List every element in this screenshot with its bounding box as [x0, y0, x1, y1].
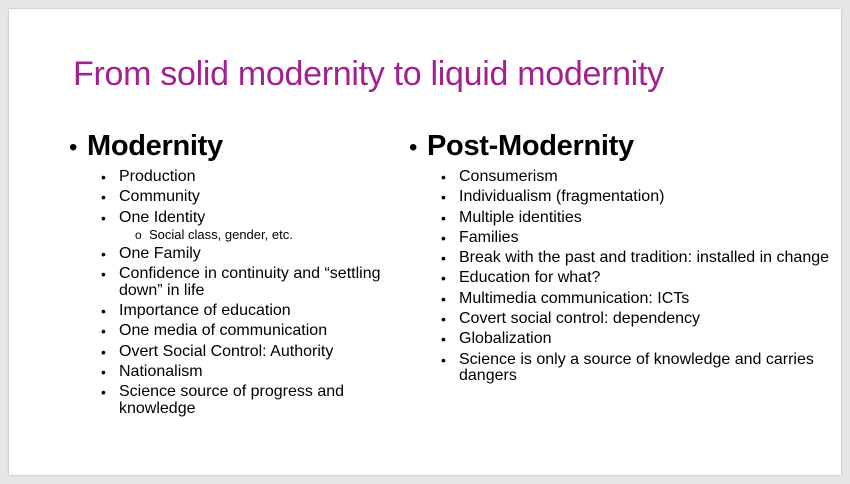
list-item [441, 210, 829, 227]
list-item [101, 384, 409, 417]
bullet-icon: • [101, 189, 106, 206]
list-item [101, 364, 409, 381]
list-item-label: Science is only a source of knowledge and carries dangers [459, 350, 814, 385]
list-item-label: One media of communication [119, 322, 328, 340]
list-item [441, 189, 829, 206]
list-item [441, 291, 829, 308]
list-item-label: One Family [119, 244, 201, 262]
sub-list-item-label: Social class, gender, etc. [149, 227, 293, 243]
modernity-heading [69, 129, 409, 165]
list-item [441, 230, 829, 247]
bullet-icon: • [101, 363, 106, 380]
list-item [441, 331, 829, 348]
bullet-icon: • [441, 250, 446, 267]
list-item-label: Science source of progress and knowledge [119, 383, 345, 417]
circle-bullet-icon: o [135, 228, 142, 243]
list-item [441, 311, 829, 328]
bullet-icon: • [101, 245, 106, 262]
sub-list-item [135, 228, 409, 242]
list-item [101, 266, 409, 299]
list-item-label: Education for what? [459, 269, 601, 287]
list-item [101, 189, 409, 206]
list-item-label: Individualism (fragmentation) [459, 188, 665, 206]
list-item-label: Multimedia communication: ICTs [459, 289, 690, 307]
bullet-icon: • [441, 331, 446, 348]
bullet-icon: • [101, 169, 106, 185]
list-item-label: Multiple identities [459, 208, 582, 226]
bullet-icon: • [441, 169, 446, 185]
post-modernity-column [409, 129, 829, 388]
slide [9, 9, 841, 475]
slide-title: From solid modernity to liquid modernity [73, 55, 664, 93]
list-item [441, 270, 829, 287]
sub-list [119, 228, 409, 242]
bullet-icon: • [441, 270, 446, 287]
bullet-icon: • [101, 384, 106, 401]
list-item-label: Confidence in continuity and “settling down” in life [119, 265, 381, 299]
list-item-label: Families [459, 228, 519, 246]
list-item-label: Nationalism [119, 362, 203, 380]
list-item [101, 210, 409, 243]
list-item [441, 250, 829, 267]
bullet-icon: • [441, 209, 446, 226]
list-item-label: Break with the past and tradition: installed in change [459, 249, 830, 267]
list-item [101, 246, 409, 263]
bullet-icon: • [441, 290, 446, 307]
bullet-icon: • [101, 302, 106, 319]
bullet-icon: • [101, 343, 106, 360]
list-item [101, 344, 409, 361]
modernity-heading-text: Modernity [87, 130, 223, 162]
modernity-list [69, 169, 409, 417]
post-modernity-heading [409, 129, 829, 165]
list-item [101, 169, 409, 186]
list-item [441, 169, 829, 186]
bullet-icon: • [441, 189, 446, 206]
list-item [441, 352, 829, 385]
list-item-label: Globalization [459, 330, 552, 348]
bullet-icon: • [101, 266, 106, 283]
list-item-label: One Identity [119, 208, 206, 226]
bullet-icon: • [441, 229, 446, 246]
list-item [101, 323, 409, 340]
bullet-icon: • [101, 209, 106, 226]
post-modernity-heading-text: Post-Modernity [427, 130, 634, 162]
list-item-label: Overt Social Control: Authority [119, 342, 334, 360]
bullet-icon: • [101, 323, 106, 340]
list-item-label: Covert social control: dependency [459, 310, 701, 328]
list-item-label: Community [119, 188, 200, 206]
list-item-label: Production [119, 168, 196, 185]
bullet-icon: • [441, 311, 446, 328]
list-item-label: Consumerism [459, 168, 558, 185]
bullet-icon: • [69, 134, 78, 161]
modernity-column [69, 129, 409, 421]
list-item-label: Importance of education [119, 301, 291, 319]
post-modernity-list [409, 169, 829, 385]
bullet-icon: • [441, 351, 446, 368]
bullet-icon: • [409, 134, 418, 161]
list-item [101, 303, 409, 320]
